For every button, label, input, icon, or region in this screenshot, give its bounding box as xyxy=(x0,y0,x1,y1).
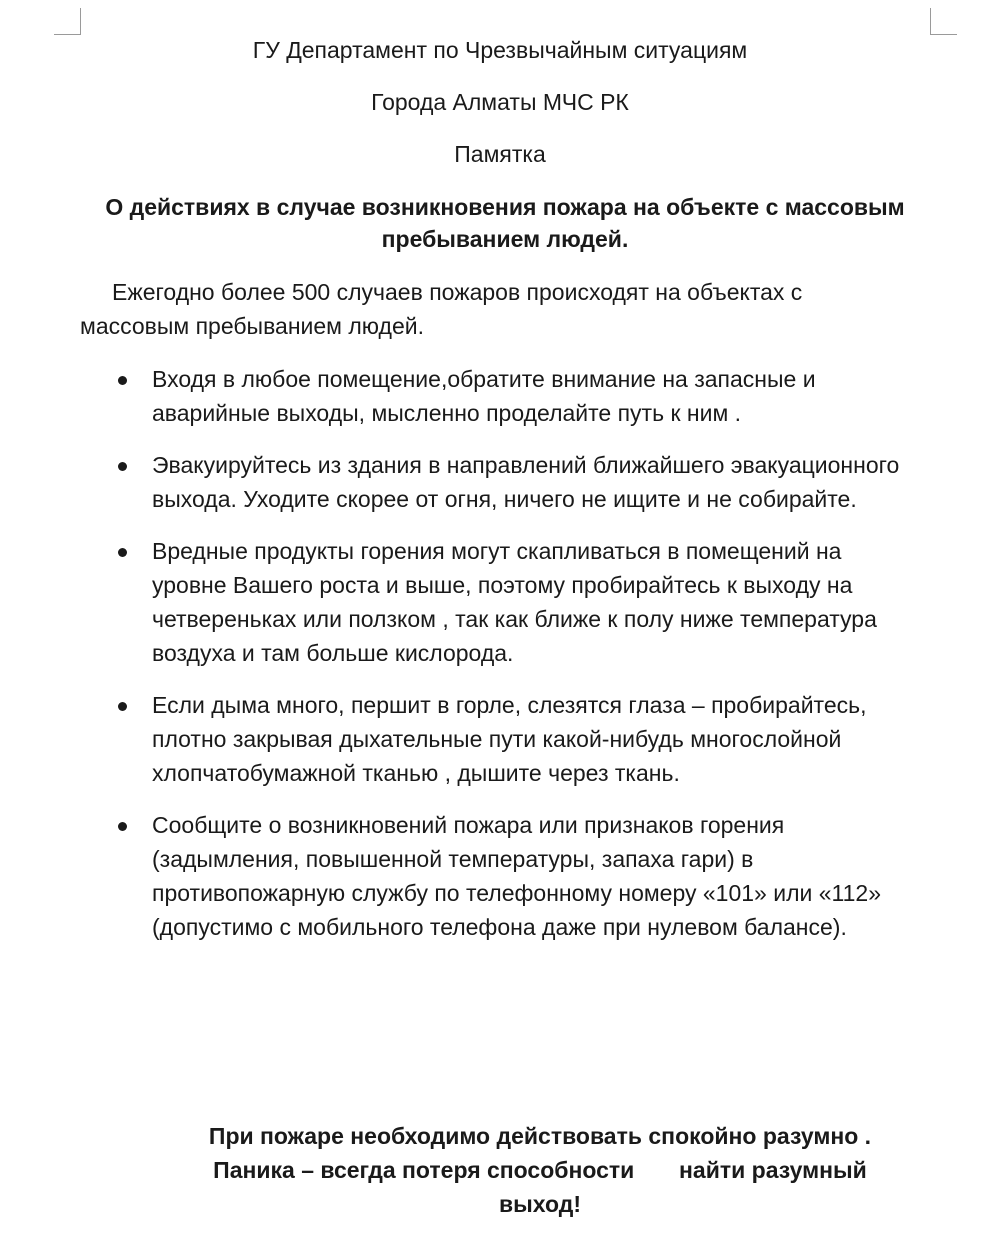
list-item xyxy=(80,808,920,944)
margin-corner-mark-left xyxy=(54,8,81,35)
intro-paragraph: Ежегодно более 500 случаев пожаров происходят на объектах с массовым пребыванием людей. xyxy=(80,279,803,339)
list-item xyxy=(80,448,920,516)
bullet-dot-icon xyxy=(118,822,127,831)
bullet-dot-icon xyxy=(118,462,127,471)
bullet-dot-icon xyxy=(118,702,127,711)
list-item xyxy=(80,362,920,430)
header-memo-title: Памятка xyxy=(454,141,546,167)
closing-line-2: Паника – всегда потеря способности найти разумный xyxy=(213,1157,867,1183)
bullet-dot-icon xyxy=(118,548,127,557)
closing-statement xyxy=(180,1119,900,1221)
list-item xyxy=(80,688,920,790)
list-item-text: Сообщите о возникновений пожара или признаков горения (задымления, повышенной температуры, запаха гари) в противопожарную службу по телефонному номеру «101» или «112» (допустимо с мобильного телефона даже при нулевом балансе). xyxy=(152,812,881,940)
margin-corner-mark-right xyxy=(930,8,957,35)
list-item-text: Вредные продукты горения могут скапливаться в помещений на уровне Вашего роста и выше, поэтому пробирайтесь к выходу на четвереньках или ползком , так как ближе к полу ниже температура воздуха и там больше кислорода. xyxy=(152,538,877,666)
list-item-text: Эвакуируйтесь из здания в направлений ближайшего эвакуационного выхода. Уходите скорее от огня, ничего не ищите и не собирайте. xyxy=(152,452,900,512)
bullet-dot-icon xyxy=(118,376,127,385)
instructions-list xyxy=(80,362,920,962)
list-item-text: Если дыма много, першит в горле, слезятся глаза – пробирайтесь, плотно закрывая дыхательные пути какой-нибудь многослойной хлопчатобумажной тканью , дышите через ткань. xyxy=(152,692,867,786)
header-organization: ГУ Департамент по Чрезвычайным ситуациям xyxy=(252,37,748,63)
closing-line-3: выход! xyxy=(498,1191,581,1217)
closing-line-1: При пожаре необходимо действовать спокойно разумно . xyxy=(208,1123,872,1149)
list-item-text: Входя в любое помещение,обратите внимание на запасные и аварийные выходы, мысленно проделайте путь к ним . xyxy=(152,366,816,426)
header-city: Города Алматы МЧС РК xyxy=(371,89,629,115)
list-item xyxy=(80,534,920,670)
document-subtitle: О действиях в случае возникновения пожара на объекте с массовым пребыванием людей. xyxy=(105,194,905,252)
